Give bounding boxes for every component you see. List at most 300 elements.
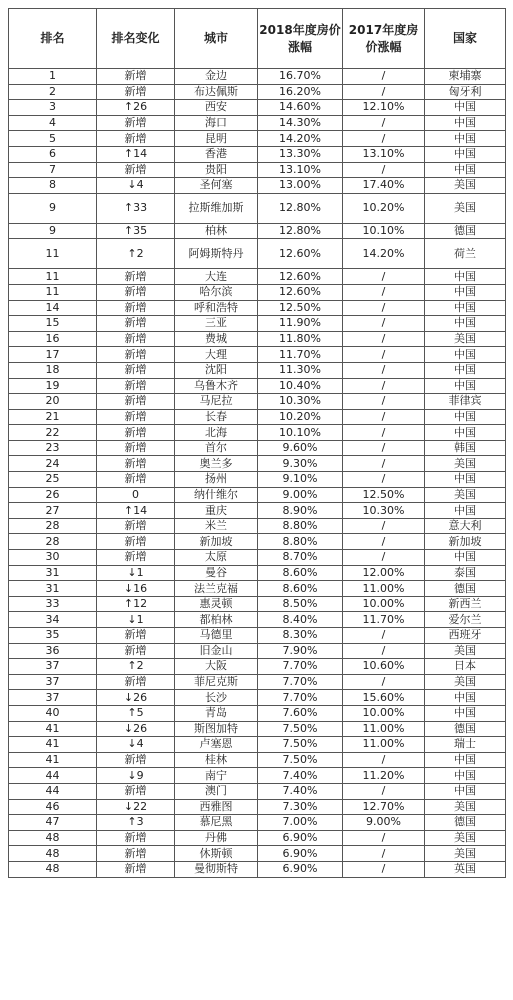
table-row <box>9 705 506 721</box>
cell-country: 中国 <box>425 347 506 363</box>
header-2018-growth: 2018年度房价涨幅 <box>258 9 343 69</box>
cell-rank: 28 <box>9 518 97 534</box>
cell-2018-growth: 12.50% <box>258 300 343 316</box>
cell-rank-change: ↓9 <box>97 768 175 784</box>
cell-2018-growth: 6.90% <box>258 846 343 862</box>
table-row <box>9 487 506 503</box>
table-row <box>9 815 506 831</box>
table-row <box>9 394 506 410</box>
table-row <box>9 768 506 784</box>
cell-city: 曼彻斯特 <box>175 861 258 877</box>
cell-2017-growth: / <box>343 131 425 147</box>
cell-2018-growth: 9.10% <box>258 472 343 488</box>
cell-city: 桂林 <box>175 752 258 768</box>
cell-rank-change: 新增 <box>97 752 175 768</box>
cell-2018-growth: 7.00% <box>258 815 343 831</box>
cell-country: 中国 <box>425 284 506 300</box>
cell-2017-growth: / <box>343 115 425 131</box>
cell-rank: 48 <box>9 861 97 877</box>
cell-2017-growth: / <box>343 456 425 472</box>
cell-2018-growth: 11.30% <box>258 362 343 378</box>
table-row <box>9 721 506 737</box>
cell-rank: 6 <box>9 146 97 162</box>
cell-2018-growth: 12.80% <box>258 193 343 223</box>
table-row <box>9 612 506 628</box>
table-row <box>9 269 506 285</box>
cell-2018-growth: 14.20% <box>258 131 343 147</box>
table-row <box>9 503 506 519</box>
cell-2017-growth: 12.70% <box>343 799 425 815</box>
cell-2017-growth: / <box>343 269 425 285</box>
cell-country: 中国 <box>425 378 506 394</box>
cell-country: 中国 <box>425 362 506 378</box>
cell-rank: 30 <box>9 550 97 566</box>
cell-country: 中国 <box>425 550 506 566</box>
cell-rank-change: ↑35 <box>97 223 175 239</box>
cell-rank-change: ↓1 <box>97 612 175 628</box>
cell-country: 新西兰 <box>425 596 506 612</box>
cell-city: 大连 <box>175 269 258 285</box>
cell-rank: 16 <box>9 331 97 347</box>
cell-rank-change: ↑33 <box>97 193 175 223</box>
cell-country: 德国 <box>425 223 506 239</box>
cell-country: 中国 <box>425 100 506 116</box>
cell-country: 德国 <box>425 815 506 831</box>
cell-2017-growth: / <box>343 550 425 566</box>
cell-rank: 47 <box>9 815 97 831</box>
cell-2018-growth: 9.30% <box>258 456 343 472</box>
cell-rank: 17 <box>9 347 97 363</box>
cell-city: 拉斯维加斯 <box>175 193 258 223</box>
cell-2018-growth: 8.90% <box>258 503 343 519</box>
cell-2017-growth: 11.20% <box>343 768 425 784</box>
cell-city: 休斯顿 <box>175 846 258 862</box>
cell-country: 中国 <box>425 162 506 178</box>
cell-2017-growth: 12.10% <box>343 100 425 116</box>
cell-2018-growth: 7.60% <box>258 705 343 721</box>
table-row <box>9 518 506 534</box>
table-row <box>9 830 506 846</box>
cell-2017-growth: / <box>343 830 425 846</box>
cell-rank: 8 <box>9 178 97 194</box>
cell-2017-growth: / <box>343 472 425 488</box>
cell-rank: 9 <box>9 193 97 223</box>
table-row <box>9 596 506 612</box>
table-row <box>9 347 506 363</box>
cell-2018-growth: 8.70% <box>258 550 343 566</box>
cell-2018-growth: 11.70% <box>258 347 343 363</box>
cell-2018-growth: 10.40% <box>258 378 343 394</box>
cell-country: 中国 <box>425 131 506 147</box>
cell-rank: 18 <box>9 362 97 378</box>
cell-2017-growth: / <box>343 300 425 316</box>
cell-2017-growth: 9.00% <box>343 815 425 831</box>
cell-rank: 48 <box>9 830 97 846</box>
cell-rank-change: 新增 <box>97 394 175 410</box>
cell-2017-growth: 12.00% <box>343 565 425 581</box>
cell-rank-change: ↓22 <box>97 799 175 815</box>
cell-city: 太原 <box>175 550 258 566</box>
table-row <box>9 69 506 85</box>
table-row <box>9 300 506 316</box>
cell-2017-growth: 11.00% <box>343 737 425 753</box>
cell-rank-change: ↓16 <box>97 581 175 597</box>
cell-rank-change: 新增 <box>97 846 175 862</box>
cell-2017-growth: / <box>343 316 425 332</box>
cell-city: 纳什维尔 <box>175 487 258 503</box>
cell-rank: 14 <box>9 300 97 316</box>
cell-city: 海口 <box>175 115 258 131</box>
cell-2018-growth: 13.10% <box>258 162 343 178</box>
cell-rank-change: 新增 <box>97 534 175 550</box>
cell-rank-change: ↑26 <box>97 100 175 116</box>
cell-country: 中国 <box>425 115 506 131</box>
cell-2017-growth: / <box>343 534 425 550</box>
cell-country: 瑞士 <box>425 737 506 753</box>
cell-2017-growth: 10.30% <box>343 503 425 519</box>
cell-rank-change: 新增 <box>97 518 175 534</box>
cell-2018-growth: 9.00% <box>258 487 343 503</box>
cell-2018-growth: 8.80% <box>258 518 343 534</box>
cell-country: 中国 <box>425 690 506 706</box>
cell-rank: 5 <box>9 131 97 147</box>
table-row <box>9 440 506 456</box>
cell-2017-growth: 15.60% <box>343 690 425 706</box>
cell-city: 都柏林 <box>175 612 258 628</box>
cell-rank-change: 新增 <box>97 830 175 846</box>
cell-2018-growth: 12.60% <box>258 284 343 300</box>
cell-2018-growth: 12.80% <box>258 223 343 239</box>
cell-2018-growth: 12.60% <box>258 269 343 285</box>
cell-2017-growth: / <box>343 378 425 394</box>
table-row <box>9 846 506 862</box>
cell-rank: 36 <box>9 643 97 659</box>
cell-rank-change: 新增 <box>97 300 175 316</box>
cell-rank: 11 <box>9 239 97 269</box>
cell-2018-growth: 8.60% <box>258 565 343 581</box>
cell-rank: 27 <box>9 503 97 519</box>
cell-2017-growth: 10.60% <box>343 659 425 675</box>
cell-rank: 44 <box>9 783 97 799</box>
table-row <box>9 628 506 644</box>
cell-2018-growth: 7.70% <box>258 690 343 706</box>
cell-2017-growth: / <box>343 162 425 178</box>
cell-rank: 24 <box>9 456 97 472</box>
cell-2018-growth: 11.90% <box>258 316 343 332</box>
table-row <box>9 131 506 147</box>
cell-country: 意大利 <box>425 518 506 534</box>
header-city: 城市 <box>175 9 258 69</box>
table-row <box>9 409 506 425</box>
cell-rank-change: 新增 <box>97 331 175 347</box>
cell-2017-growth: / <box>343 783 425 799</box>
cell-rank-change: 新增 <box>97 69 175 85</box>
table-row <box>9 550 506 566</box>
cell-rank-change: 新增 <box>97 674 175 690</box>
header-rank: 排名 <box>9 9 97 69</box>
cell-country: 荷兰 <box>425 239 506 269</box>
cell-2017-growth: / <box>343 409 425 425</box>
cell-rank-change: 新增 <box>97 284 175 300</box>
table-row <box>9 378 506 394</box>
cell-country: 中国 <box>425 300 506 316</box>
cell-2017-growth: / <box>343 362 425 378</box>
cell-city: 哈尔滨 <box>175 284 258 300</box>
cell-rank: 34 <box>9 612 97 628</box>
cell-2017-growth: 14.20% <box>343 239 425 269</box>
cell-rank: 41 <box>9 752 97 768</box>
cell-2018-growth: 8.50% <box>258 596 343 612</box>
cell-2017-growth: 10.20% <box>343 193 425 223</box>
cell-2017-growth: / <box>343 440 425 456</box>
cell-2018-growth: 8.40% <box>258 612 343 628</box>
cell-rank: 40 <box>9 705 97 721</box>
cell-2018-growth: 6.90% <box>258 830 343 846</box>
header-country: 国家 <box>425 9 506 69</box>
cell-rank-change: ↓1 <box>97 565 175 581</box>
cell-2018-growth: 8.30% <box>258 628 343 644</box>
cell-2018-growth: 7.40% <box>258 783 343 799</box>
cell-2017-growth: / <box>343 394 425 410</box>
cell-country: 德国 <box>425 721 506 737</box>
cell-city: 沈阳 <box>175 362 258 378</box>
cell-2018-growth: 14.60% <box>258 100 343 116</box>
cell-2017-growth: / <box>343 628 425 644</box>
cell-rank-change: 新增 <box>97 131 175 147</box>
cell-rank-change: 新增 <box>97 440 175 456</box>
cell-country: 中国 <box>425 425 506 441</box>
cell-city: 米兰 <box>175 518 258 534</box>
cell-rank-change: 新增 <box>97 643 175 659</box>
cell-city: 西雅图 <box>175 799 258 815</box>
table-row <box>9 115 506 131</box>
cell-rank: 11 <box>9 269 97 285</box>
cell-city: 长春 <box>175 409 258 425</box>
cell-rank-change: 新增 <box>97 316 175 332</box>
table-row <box>9 643 506 659</box>
header-rank-change: 排名变化 <box>97 9 175 69</box>
cell-country: 中国 <box>425 316 506 332</box>
cell-country: 美国 <box>425 456 506 472</box>
cell-rank: 23 <box>9 440 97 456</box>
table-row <box>9 674 506 690</box>
cell-rank: 20 <box>9 394 97 410</box>
table-row <box>9 284 506 300</box>
header-2017-growth: 2017年度房价涨幅 <box>343 9 425 69</box>
cell-country: 中国 <box>425 472 506 488</box>
cell-rank: 37 <box>9 674 97 690</box>
cell-city: 呼和浩特 <box>175 300 258 316</box>
cell-2017-growth: / <box>343 84 425 100</box>
cell-rank: 37 <box>9 690 97 706</box>
cell-rank-change: ↓4 <box>97 178 175 194</box>
cell-city: 菲尼克斯 <box>175 674 258 690</box>
cell-rank-change: 新增 <box>97 628 175 644</box>
table-row <box>9 100 506 116</box>
cell-2018-growth: 11.80% <box>258 331 343 347</box>
cell-city: 大理 <box>175 347 258 363</box>
cell-city: 奥兰多 <box>175 456 258 472</box>
table-row <box>9 565 506 581</box>
table-row <box>9 239 506 269</box>
table-row <box>9 783 506 799</box>
cell-country: 美国 <box>425 846 506 862</box>
cell-rank: 28 <box>9 534 97 550</box>
cell-city: 惠灵顿 <box>175 596 258 612</box>
cell-country: 菲律宾 <box>425 394 506 410</box>
cell-2018-growth: 13.30% <box>258 146 343 162</box>
table-row <box>9 752 506 768</box>
table-row <box>9 162 506 178</box>
cell-rank-change: 新增 <box>97 84 175 100</box>
cell-country: 中国 <box>425 269 506 285</box>
cell-rank-change: 新增 <box>97 347 175 363</box>
cell-2017-growth: / <box>343 425 425 441</box>
cell-country: 匈牙利 <box>425 84 506 100</box>
cell-rank: 44 <box>9 768 97 784</box>
cell-city: 青岛 <box>175 705 258 721</box>
cell-city: 圣何塞 <box>175 178 258 194</box>
cell-city: 扬州 <box>175 472 258 488</box>
cell-rank-change: 0 <box>97 487 175 503</box>
cell-rank-change: ↑14 <box>97 503 175 519</box>
cell-city: 重庆 <box>175 503 258 519</box>
cell-rank-change: 新增 <box>97 456 175 472</box>
cell-rank: 41 <box>9 721 97 737</box>
cell-rank: 35 <box>9 628 97 644</box>
cell-city: 首尔 <box>175 440 258 456</box>
cell-country: 西班牙 <box>425 628 506 644</box>
cell-city: 香港 <box>175 146 258 162</box>
table-row <box>9 799 506 815</box>
cell-country: 美国 <box>425 830 506 846</box>
table-row <box>9 534 506 550</box>
cell-2017-growth: 10.00% <box>343 596 425 612</box>
cell-city: 大阪 <box>175 659 258 675</box>
cell-city: 三亚 <box>175 316 258 332</box>
cell-2017-growth: 13.10% <box>343 146 425 162</box>
cell-rank-change: ↑5 <box>97 705 175 721</box>
cell-2018-growth: 16.70% <box>258 69 343 85</box>
table-row <box>9 178 506 194</box>
cell-2018-growth: 6.90% <box>258 861 343 877</box>
cell-country: 中国 <box>425 146 506 162</box>
cell-country: 泰国 <box>425 565 506 581</box>
table-row <box>9 472 506 488</box>
cell-country: 德国 <box>425 581 506 597</box>
cell-2017-growth: 11.00% <box>343 581 425 597</box>
cell-city: 曼谷 <box>175 565 258 581</box>
cell-country: 中国 <box>425 752 506 768</box>
cell-rank: 2 <box>9 84 97 100</box>
cell-country: 新加坡 <box>425 534 506 550</box>
cell-rank: 3 <box>9 100 97 116</box>
cell-city: 西安 <box>175 100 258 116</box>
cell-rank-change: 新增 <box>97 550 175 566</box>
cell-2018-growth: 9.60% <box>258 440 343 456</box>
cell-rank-change: ↓26 <box>97 721 175 737</box>
cell-city: 斯图加特 <box>175 721 258 737</box>
table-row <box>9 861 506 877</box>
table-row <box>9 223 506 239</box>
cell-rank: 31 <box>9 581 97 597</box>
cell-country: 爱尔兰 <box>425 612 506 628</box>
cell-city: 慕尼黑 <box>175 815 258 831</box>
cell-country: 美国 <box>425 331 506 347</box>
cell-rank-change: 新增 <box>97 472 175 488</box>
cell-rank-change: 新增 <box>97 162 175 178</box>
cell-2018-growth: 7.50% <box>258 737 343 753</box>
cell-2017-growth: / <box>343 674 425 690</box>
cell-rank: 22 <box>9 425 97 441</box>
cell-2017-growth: 10.00% <box>343 705 425 721</box>
cell-2018-growth: 8.60% <box>258 581 343 597</box>
cell-rank-change: ↓4 <box>97 737 175 753</box>
cell-city: 旧金山 <box>175 643 258 659</box>
table-row <box>9 316 506 332</box>
cell-city: 北海 <box>175 425 258 441</box>
cell-rank: 1 <box>9 69 97 85</box>
table-header-row <box>9 9 506 69</box>
table-row <box>9 362 506 378</box>
cell-city: 长沙 <box>175 690 258 706</box>
cell-rank-change: 新增 <box>97 783 175 799</box>
cell-rank: 7 <box>9 162 97 178</box>
cell-2018-growth: 12.60% <box>258 239 343 269</box>
cell-2018-growth: 7.50% <box>258 752 343 768</box>
cell-city: 昆明 <box>175 131 258 147</box>
cell-2018-growth: 7.50% <box>258 721 343 737</box>
cell-country: 美国 <box>425 178 506 194</box>
cell-rank-change: 新增 <box>97 861 175 877</box>
cell-country: 中国 <box>425 705 506 721</box>
cell-rank: 48 <box>9 846 97 862</box>
cell-city: 法兰克福 <box>175 581 258 597</box>
table-body <box>9 69 506 878</box>
cell-2017-growth: / <box>343 69 425 85</box>
cell-rank-change: 新增 <box>97 362 175 378</box>
cell-country: 美国 <box>425 674 506 690</box>
cell-country: 韩国 <box>425 440 506 456</box>
cell-city: 新加坡 <box>175 534 258 550</box>
table-row <box>9 456 506 472</box>
cell-2018-growth: 7.40% <box>258 768 343 784</box>
cell-country: 美国 <box>425 799 506 815</box>
cell-city: 费城 <box>175 331 258 347</box>
cell-rank: 37 <box>9 659 97 675</box>
cell-city: 乌鲁木齐 <box>175 378 258 394</box>
cell-city: 阿姆斯特丹 <box>175 239 258 269</box>
cell-2018-growth: 10.30% <box>258 394 343 410</box>
cell-2017-growth: 12.50% <box>343 487 425 503</box>
table-row <box>9 659 506 675</box>
cell-country: 柬埔寨 <box>425 69 506 85</box>
cell-2017-growth: / <box>343 643 425 659</box>
cell-city: 金边 <box>175 69 258 85</box>
cell-2017-growth: / <box>343 284 425 300</box>
cell-2018-growth: 7.70% <box>258 659 343 675</box>
cell-rank-change: 新增 <box>97 409 175 425</box>
cell-2017-growth: 11.70% <box>343 612 425 628</box>
table-row <box>9 146 506 162</box>
cell-city: 贵阳 <box>175 162 258 178</box>
cell-rank-change: 新增 <box>97 269 175 285</box>
cell-rank: 25 <box>9 472 97 488</box>
cell-city: 布达佩斯 <box>175 84 258 100</box>
table-row <box>9 193 506 223</box>
table-row <box>9 581 506 597</box>
cell-2018-growth: 7.70% <box>258 674 343 690</box>
